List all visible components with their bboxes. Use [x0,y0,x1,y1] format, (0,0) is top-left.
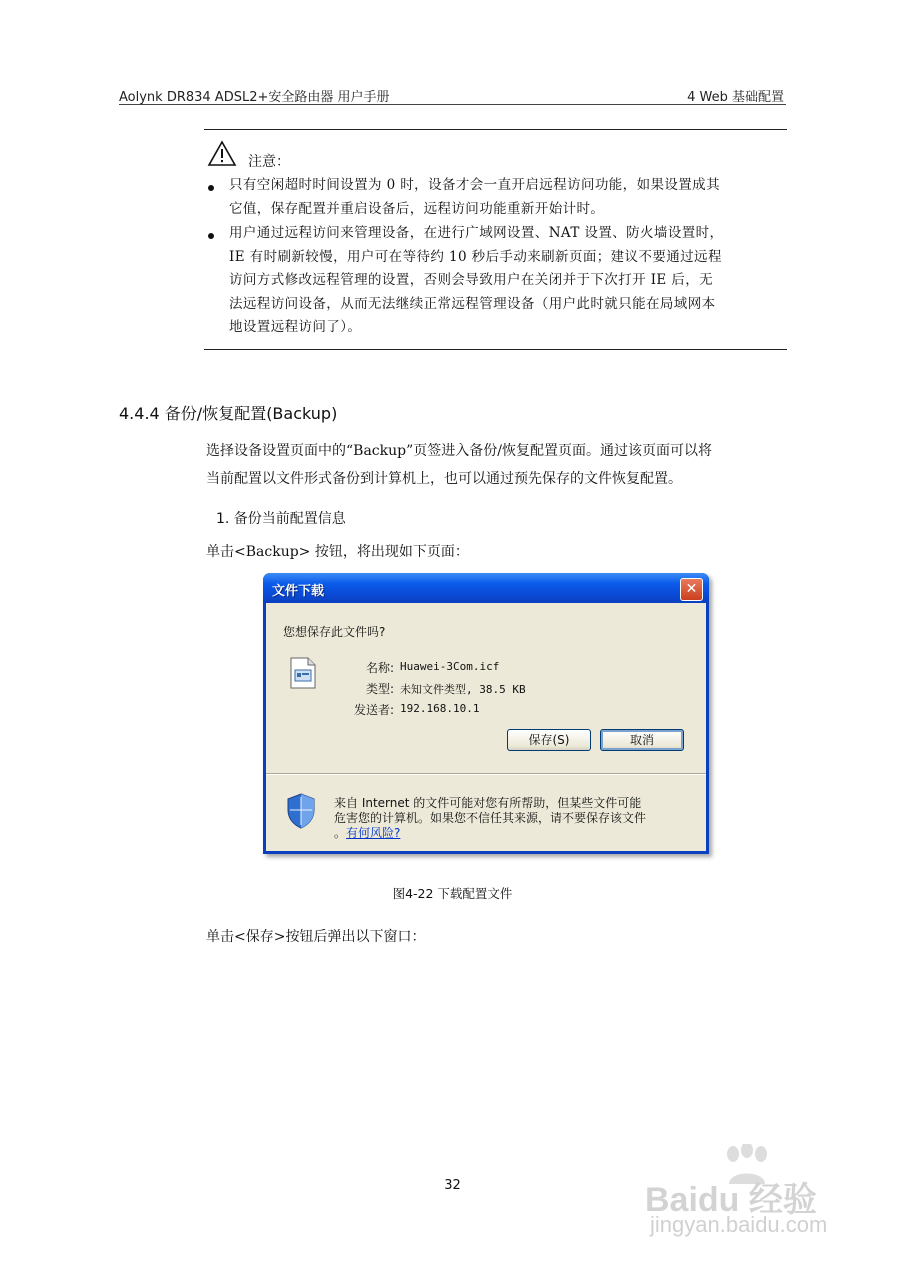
watermark-logo: Baidu 经验 [645,1181,817,1219]
dialog-question: 您想保存此文件吗? [283,625,386,639]
dialog-title: 文件下载 [272,584,325,599]
field-label-type: 类型: [365,682,394,696]
note-line: 地设置远程访问了）。 [229,319,362,336]
security-shield-icon [286,793,316,829]
field-value-sender: 192.168.10.1 [400,702,480,715]
warning-triangle-icon [207,140,237,167]
warning-line-2: 危害您的计算机。如果您不信任其来源，请不要保存该文件 [334,811,647,825]
field-value-name: Huawei-3Com.icf [400,660,500,673]
warning-prefix: 。 [334,826,347,840]
step-text: 单击<Backup> 按钮，将出现如下页面： [206,544,469,560]
note-line: 法远程访问设备，从而无法继续正常远程管理设备（用户此时就只能在局域网本 [229,295,716,312]
section-paragraph [206,437,786,493]
note-bullet-2 [208,233,214,239]
dialog-titlebar[interactable] [263,573,709,603]
file-download-dialog [263,573,709,854]
note-title: 注意： [248,154,290,170]
note-line: 它值，保存配置并重启设备后，远程访问功能重新开始计时。 [229,200,605,217]
note-line: 用户通过远程访问来管理设备，在进行广域网设置、NAT 设置、防火墙设置时， [229,225,724,241]
dialog-body [266,603,706,851]
field-label-name: 名称: [365,661,394,675]
watermark-url: jingyan.baidu.com [650,1212,828,1237]
note-line: 只有空闲超时时间设置为 0 时，设备才会一直开启远程访问功能，如果设置成其 [229,177,720,193]
cancel-button[interactable]: 取消 [600,729,684,751]
note-line: IE 有时刷新较慢，用户可在等待约 10 秒后手动来刷新页面；建议不要通过远程 [229,248,722,265]
close-button[interactable]: ✕ [680,578,703,601]
page-number: 32 [444,1178,461,1193]
file-icon [290,657,316,689]
field-value-type: 未知文件类型, 38.5 KB [400,683,526,696]
header-left: Aolynk DR834 ADSL2+安全路由器 用户手册 [119,90,390,105]
baidu-watermark [645,1150,845,1219]
header-right: 4 Web 基础配置 [687,90,784,105]
note-bottom-rule [204,349,787,350]
note-item-1 [229,174,785,221]
warning-line-3 [334,824,694,841]
step-title: 1. 备份当前配置信息 [216,511,346,527]
field-label-sender: 发送者: [353,703,394,717]
note-item-2 [229,222,785,340]
note-bullet-1 [208,185,214,191]
header-rule [119,104,786,105]
para-line: 选择设备设置页面中的“Backup”页签进入备份/恢复配置页面。通过该页面可以将 [206,443,712,459]
dialog-separator [266,773,706,775]
risk-link[interactable]: 有何风险? [346,826,401,840]
note-top-rule [204,129,787,130]
warning-line-1: 来自 Internet 的文件可能对您有所帮助，但某些文件可能 [334,796,642,810]
after-text: 单击<保存>按钮后弹出以下窗口： [206,929,426,945]
note-line: 访问方式修改远程管理的设置，否则会导致用户在关闭并于下次打开 IE 后，无 [229,272,714,289]
figure-caption: 图4-22 下载配置文件 [392,886,513,901]
save-button[interactable]: 保存(S) [507,729,591,751]
section-title: 4.4.4 备份/恢复配置(Backup) [119,404,338,423]
para-line: 当前配置以文件形式备份到计算机上，也可以通过预先保存的文件恢复配置。 [206,471,682,487]
